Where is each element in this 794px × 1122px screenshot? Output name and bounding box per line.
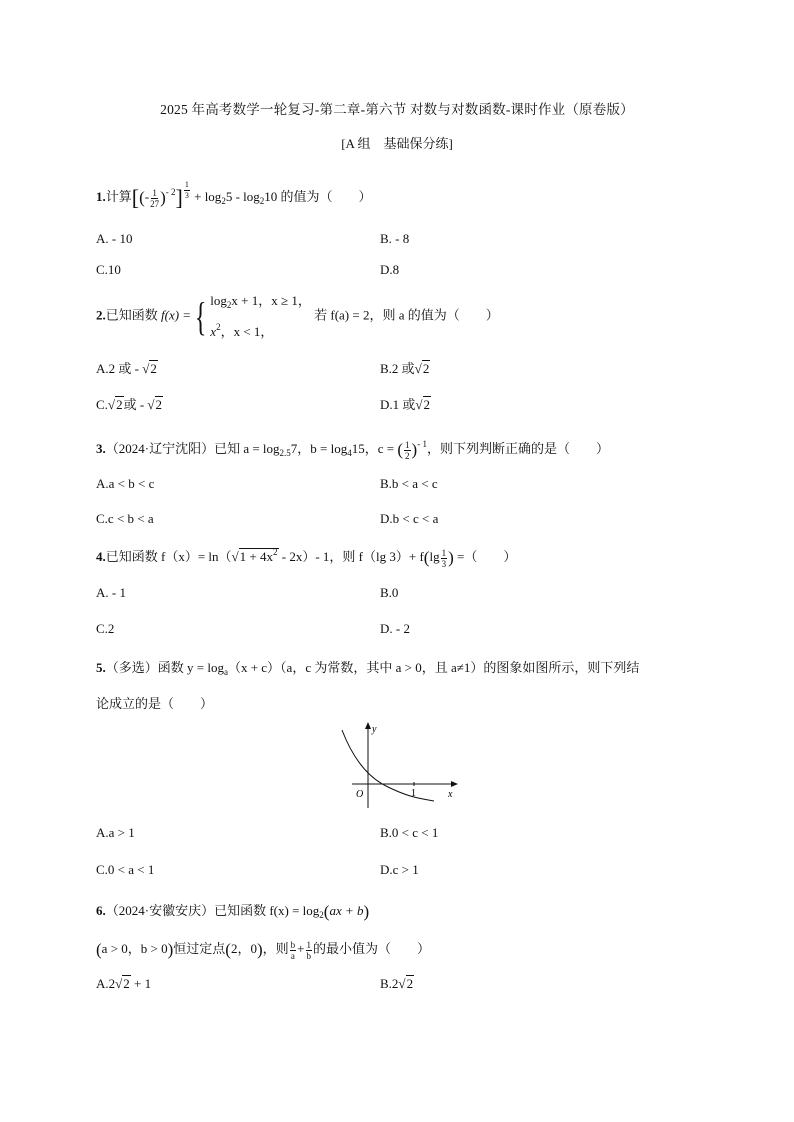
question-text: 15，c = <box>351 441 398 456</box>
exponent: - 2 <box>165 187 176 197</box>
question-6 <box>96 900 369 922</box>
sqrt: √2 <box>415 397 431 412</box>
question-6-line-2 <box>96 938 430 961</box>
brace: { <box>194 293 207 339</box>
denominator: a <box>290 950 295 961</box>
option-d[interactable]: D. - 2 <box>380 621 410 636</box>
option-d[interactable]: D.c > 1 <box>380 862 419 877</box>
option-c[interactable] <box>96 394 163 413</box>
fraction <box>306 940 313 961</box>
question-1 <box>96 180 372 211</box>
log-base: 2 <box>259 196 265 206</box>
plus-sign: + <box>297 941 305 956</box>
numerator: 1 <box>405 439 410 450</box>
question-text: 计算 <box>105 189 132 204</box>
y-axis-arrow <box>365 722 371 729</box>
question-2 <box>96 290 499 343</box>
radicand: 2 <box>423 397 431 412</box>
denominator: 3 <box>441 558 447 569</box>
log-base: 2 <box>221 196 226 206</box>
paren-open: ( <box>423 548 430 567</box>
condition: a > 0，b > 0 <box>101 941 168 956</box>
numerator: 1 <box>152 187 157 198</box>
question-number: 3. <box>96 441 106 456</box>
radicand: 2 <box>406 976 414 991</box>
paren-open: ( <box>397 440 404 459</box>
question-text: 若 f(a) = 2，则 a 的值为（ ） <box>310 307 499 323</box>
option-text: C. <box>96 397 108 412</box>
denominator: b <box>306 950 312 961</box>
log-base: 2.5 <box>279 448 291 458</box>
radicand: 2 <box>116 397 123 412</box>
option-a[interactable] <box>96 358 158 377</box>
log-base: 4 <box>347 448 352 458</box>
question-number: 6. <box>96 903 106 918</box>
question-text: （2024·辽宁沈阳）已知 a = log <box>105 441 280 456</box>
option-text: + 1 <box>130 976 152 991</box>
case-2 <box>210 316 311 343</box>
option-a[interactable]: A. - 1 <box>96 585 126 600</box>
question-text: ，则 <box>262 941 289 956</box>
question-number: 1. <box>96 189 106 204</box>
fraction <box>290 940 297 961</box>
fraction <box>150 188 159 209</box>
question-text: 已知函数 <box>105 307 162 323</box>
numerator: 1 <box>441 547 447 558</box>
exponent: 2 <box>216 322 221 332</box>
case-text: log <box>210 293 227 308</box>
denominator: 2 <box>405 450 410 461</box>
origin-label: O <box>356 789 364 800</box>
paren-open: ( <box>225 940 231 959</box>
option-c[interactable]: C.2 <box>96 621 115 636</box>
sqrt: $√1 + 4x^2$ <box>231 547 278 564</box>
bracket-open: [ <box>131 185 140 210</box>
option-text: B.2 或 <box>380 361 415 376</box>
question-text: ，则下列判断正确的是（ ） <box>426 441 609 456</box>
paren-open: ( <box>139 188 145 207</box>
sqrt: √2 <box>107 397 123 412</box>
case-text: ，x < 1， <box>220 324 274 339</box>
option-c[interactable]: C.10 <box>96 262 121 277</box>
question-text: =（ ） <box>453 549 517 564</box>
question-number: 5. <box>96 660 106 675</box>
option-text: A.2 <box>96 976 116 991</box>
question-text: 恒过定点 <box>173 941 226 956</box>
option-a[interactable]: A. - 10 <box>96 231 133 246</box>
question-text: - 2x）- 1，则 f（lg 3）+ f <box>278 549 424 564</box>
option-b[interactable]: B. - 8 <box>380 231 410 246</box>
paren-open: ( <box>96 940 102 959</box>
option-a[interactable] <box>96 976 151 992</box>
numerator: 1 <box>184 180 189 189</box>
paren-close: ) <box>448 548 454 567</box>
question-text: （2024·安徽安庆）已知函数 f(x) = log <box>105 903 320 918</box>
tick-label-1: 1 <box>411 788 416 799</box>
function-name: f(x) = <box>161 307 192 323</box>
radicand <box>239 548 279 564</box>
denominator: 3 <box>184 191 189 200</box>
question-text: + log <box>194 189 222 204</box>
radicand: 2 <box>123 976 130 991</box>
log-base: a <box>223 667 228 677</box>
sqrt: √2 <box>115 976 130 991</box>
question-text: 已知函数 f（x）= ln（ <box>105 549 232 564</box>
question-5 <box>96 657 639 677</box>
page-title: 2025 年高考数学一轮复习-第二章-第六节 对数与对数函数-课时作业（原卷版） <box>160 102 634 117</box>
paren-close: ) <box>256 940 263 959</box>
question-number: 4. <box>96 549 106 564</box>
radicand: 2 <box>155 397 163 412</box>
group-heading: [A 组 基础保分练] <box>341 136 453 151</box>
paren-close: ) <box>160 188 166 207</box>
option-d[interactable]: D.b < c < a <box>380 511 439 526</box>
function-graph <box>334 720 464 812</box>
x-label: x <box>448 789 453 800</box>
sqrt: √2 <box>398 976 414 991</box>
option-text: B.2 <box>380 976 399 991</box>
sqrt: √2 <box>142 361 157 376</box>
piecewise-cases <box>210 290 311 343</box>
sqrt: √2 <box>147 397 163 412</box>
question-text: （多选）函数 y = log <box>105 660 224 675</box>
case-text: x <box>210 324 217 339</box>
option-b[interactable] <box>380 976 414 992</box>
paren-close: ) <box>411 440 418 459</box>
question-text: （x + c）（a，c 为常数，其中 a > 0，且 a≠1）的图象如图所示，则下列结 <box>227 660 640 675</box>
question-text: 10 的值为（ ） <box>264 189 372 204</box>
case-1 <box>210 290 311 316</box>
numerator: b <box>290 939 296 950</box>
fraction <box>404 440 411 461</box>
option-d[interactable] <box>380 394 431 413</box>
question-4 <box>96 546 516 569</box>
paren-close: ) <box>167 940 174 959</box>
outer-exponent <box>184 180 190 201</box>
option-c[interactable]: C.c < b < a <box>96 511 154 526</box>
lg-text: lg <box>429 549 440 564</box>
option-b[interactable]: B.0 <box>380 585 399 600</box>
radicand: 2 <box>150 361 157 376</box>
question-text: 的最小值为（ ） <box>313 941 431 956</box>
denominator: 27 <box>150 198 160 209</box>
paren-open: ( <box>323 902 330 921</box>
option-a[interactable]: A.a < b < c <box>96 476 155 491</box>
option-b[interactable] <box>380 358 430 377</box>
exponent: - 1 <box>417 439 427 449</box>
numerator: 1 <box>306 939 312 950</box>
option-text: D.1 或 <box>380 397 416 412</box>
case-text: x + 1，x ≥ 1， <box>231 293 311 308</box>
option-c[interactable]: C.0 < a < 1 <box>96 862 155 877</box>
x-axis-arrow <box>451 781 458 787</box>
question-text: 5 - log <box>225 189 260 204</box>
option-text: 或 - <box>123 397 148 412</box>
log-base: 2 <box>319 910 324 920</box>
exponent: 2 <box>273 547 278 557</box>
option-b[interactable]: B.b < a < c <box>380 476 438 491</box>
question-5-line-2: 论成立的是（ ） <box>96 696 214 711</box>
sqrt: √2 <box>414 361 430 376</box>
question-number: 2. <box>96 307 106 323</box>
fraction <box>441 548 448 569</box>
y-label: y <box>372 724 377 735</box>
radicand: 2 <box>422 361 430 376</box>
log-base: 2 <box>226 300 232 310</box>
option-text: A.2 或 - <box>96 361 143 376</box>
fixed-point: 2，0 <box>230 941 257 956</box>
radicand-text: 1 + 4x <box>239 549 274 564</box>
bracket-close: ] <box>175 185 183 210</box>
option-d[interactable]: D.8 <box>380 262 400 277</box>
question-3 <box>96 438 609 461</box>
option-b[interactable]: B.0 < c < 1 <box>380 825 439 840</box>
argument: ax + b <box>329 903 364 918</box>
option-a[interactable]: A.a > 1 <box>96 825 135 840</box>
paren-close: ) <box>363 902 370 921</box>
question-text: 7，b = log <box>290 441 348 456</box>
minus-sign: - <box>144 189 150 204</box>
